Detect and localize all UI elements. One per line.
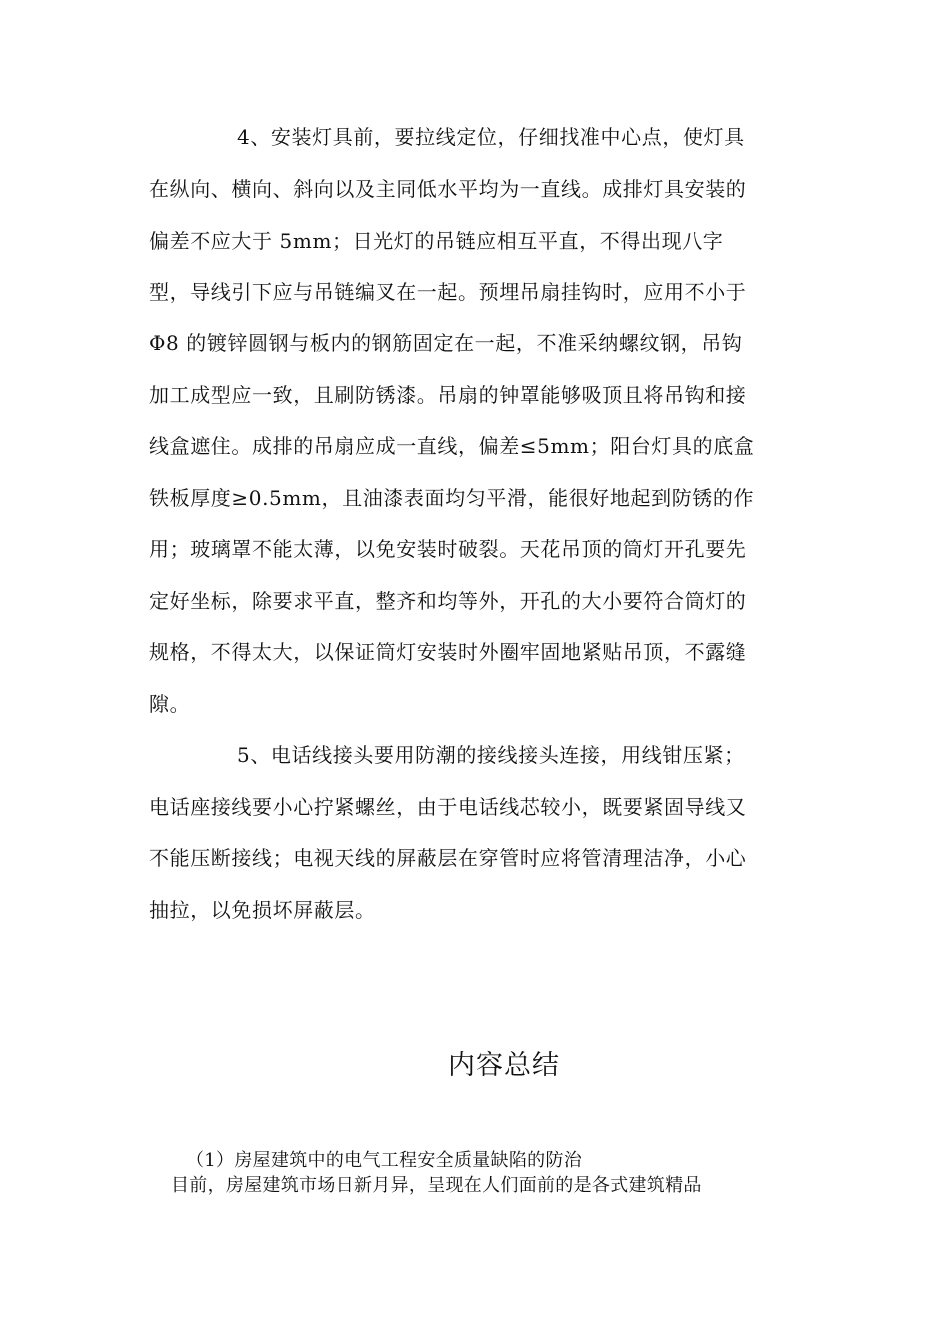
paragraph-line: 电话座接线要小心拧紧螺丝，由于电话线芯较小，既要紧固导线又	[149, 795, 747, 819]
paragraph-line: 隙。	[149, 692, 191, 716]
paragraph-line: 定好坐标，除要求平直，整齐和均等外，开孔的大小要符合筒灯的	[149, 589, 747, 613]
paragraph-line: 4、安装灯具前，要拉线定位，仔细找准中心点，使灯具	[237, 125, 745, 149]
paragraph-line: 在纵向、横向、斜向以及主同低水平均为一直线。成排灯具安装的	[149, 177, 747, 201]
paragraph-line: 加工成型应一致，且刷防锈漆。吊扇的钟罩能够吸顶且将吊钩和接	[149, 383, 747, 407]
paragraph-line: Φ8 的镀锌圆钢与板内的钢筋固定在一起，不准采纳螺纹钢，吊钩	[149, 331, 743, 355]
paragraph-line: 5、电话线接头要用防潮的接线接头连接，用线钳压紧；	[237, 743, 745, 767]
paragraph-line: 型，导线引下应与吊链编叉在一起。预埋吊扇挂钩时，应用不小于	[149, 280, 747, 304]
paragraph-line: 规格，不得太大，以保证筒灯安装时外圈牢固地紧贴吊顶，不露缝	[149, 640, 747, 664]
paragraph-line: 抽拉，以免损坏屏蔽层。	[149, 898, 376, 922]
paragraph-line: 线盒遮住。成排的吊扇应成一直线，偏差≤5mm；阳台灯具的底盒	[149, 434, 755, 458]
paragraph-line: 用；玻璃罩不能太薄，以免安装时破裂。天花吊顶的筒灯开孔要先	[149, 537, 747, 561]
summary-heading: 内容总结	[448, 1050, 560, 1081]
summary-line-2: 目前，房屋建筑市场日新月异，呈现在人们面前的是各式建筑精品	[171, 1175, 702, 1196]
paragraph-line: 铁板厚度≥0.5mm，且油漆表面均匀平滑，能很好地起到防锈的作	[149, 486, 755, 510]
summary-line-1: （1）房屋建筑中的电气工程安全质量缺陷的防治	[186, 1150, 583, 1171]
paragraph-line: 不能压断接线；电视天线的屏蔽层在穿管时应将管清理洁净，小心	[149, 846, 747, 870]
paragraph-line: 偏差不应大于 5mm；日光灯的吊链应相互平直，不得出现八字	[149, 229, 724, 253]
